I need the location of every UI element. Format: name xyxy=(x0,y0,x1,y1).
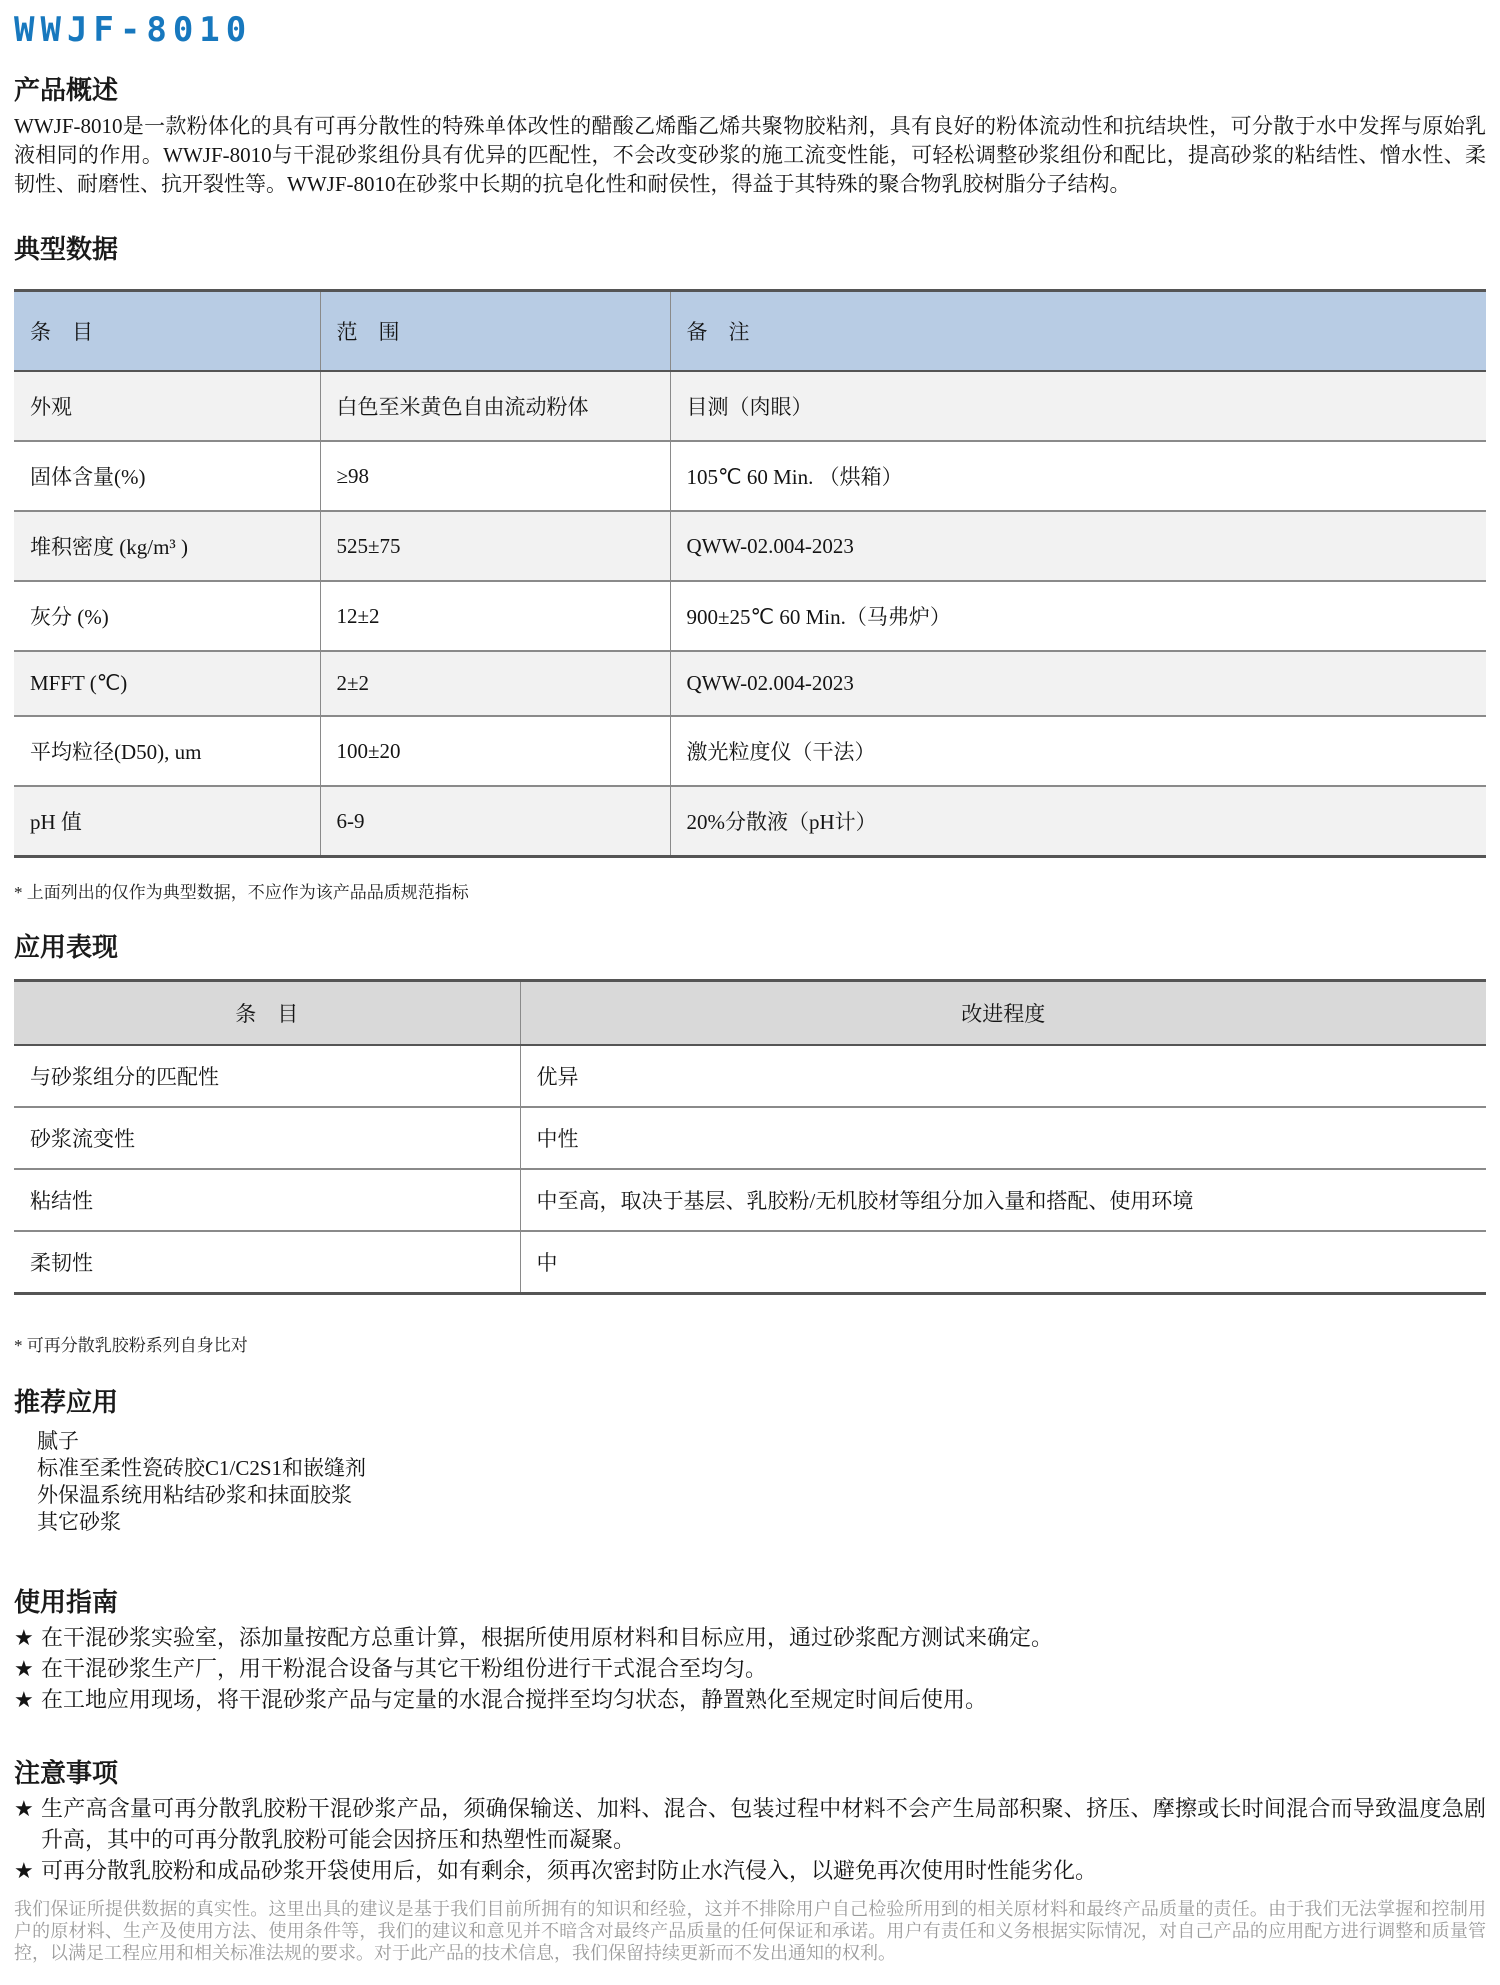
usage-bullets xyxy=(14,1622,1486,1715)
cell-improvement: 中性 xyxy=(520,1107,1486,1169)
cell-item: 与砂浆组分的匹配性 xyxy=(14,1045,520,1107)
list-item: 外保温系统用粘结砂浆和抹面胶浆 xyxy=(37,1483,352,1507)
typical-data-table xyxy=(14,289,1486,858)
table-row xyxy=(14,441,1486,511)
column-header-improvement: 改进程度 xyxy=(520,981,1486,1046)
table-row xyxy=(14,786,1486,857)
cell-range: 白色至米黄色自由流动粉体 xyxy=(320,371,670,441)
cell-remark: QWW-02.004-2023 xyxy=(670,511,1486,581)
table-header-row xyxy=(14,981,1486,1046)
disclaimer-text: 我们保证所提供数据的真实性。这里出具的建议是基于我们目前所拥有的知识和经验，这并不排除用户自己检验所用到的相关原材料和最终产品质量的责任。由于我们无法掌握和控制用户的原材料、生产及使用方法、使用条件等，我们的建议和意见并不暗含对最终产品质量的任何保证和承诺。用户有责任和义务根据实际情况，对自己产品的应用配方进行调整和质量管控，以满足工程应用和相关标准法规的要求。对于此产品的技术信息，我们保留持续更新而不发出通知的权利。 xyxy=(14,1899,1486,1963)
typical-data-footnote: * 上面列出的仅作为典型数据，不应作为该产品品质规范指标 xyxy=(14,883,469,902)
table-row xyxy=(14,371,1486,441)
bullet-text: 生产高含量可再分散乳胶粉干混砂浆产品，须确保输送、加料、混合、包装过程中材料不会产生局部积聚、挤压、摩擦或长时间混合而导致温度急剧升高，其中的可再分散乳胶粉可能会因挤压和热塑性而凝聚。 xyxy=(41,1796,1486,1852)
recommended-list xyxy=(14,1428,1486,1536)
column-header-item: 条 目 xyxy=(14,981,520,1046)
star-bullet-icon: ★ xyxy=(14,1796,34,1821)
cell-range: 12±2 xyxy=(320,581,670,651)
cell-remark: 900±25℃ 60 Min.（马弗炉） xyxy=(670,581,1486,651)
application-table xyxy=(14,979,1486,1295)
bullet-text: 在干混砂浆实验室，添加量按配方总重计算，根据所使用原材料和目标应用，通过砂浆配方测试来确定。 xyxy=(41,1625,1054,1650)
overview-paragraph: WWJF-8010是一款粉体化的具有可再分散性的特殊单体改性的醋酸乙烯酯乙烯共聚物胶粘剂，具有良好的粉体流动性和抗结块性，可分散于水中发挥与原始乳液相同的作用。WWJF-8010与干混砂浆组份具有优异的匹配性，不会改变砂浆的施工流变性能，可轻松调整砂浆组份和配比，提高砂浆的粘结性、憎水性、柔韧性、耐磨性、抗开裂性等。WWJF-8010在砂浆中长期的抗皂化性和耐侯性，得益于其特殊的聚合物乳胶树脂分子结构。 xyxy=(14,114,1486,196)
section-overview xyxy=(14,76,1486,199)
cell-item: MFFT (℃) xyxy=(14,651,320,716)
typical-data-heading: 典型数据 xyxy=(14,234,119,264)
table-row xyxy=(14,1107,1486,1169)
cell-item: 粘结性 xyxy=(14,1169,520,1231)
list-item: 其它砂浆 xyxy=(37,1510,121,1534)
star-bullet-icon: ★ xyxy=(14,1858,34,1883)
star-bullet-icon: ★ xyxy=(14,1687,34,1712)
cell-item: 外观 xyxy=(14,371,320,441)
list-item: 标准至柔性瓷砖胶C1/C2S1和嵌缝剂 xyxy=(37,1456,367,1480)
bullet-item xyxy=(14,1653,1486,1684)
notes-heading: 注意事项 xyxy=(14,1758,119,1788)
table-row xyxy=(14,1045,1486,1107)
bullet-item xyxy=(14,1793,1486,1855)
notes-bullets xyxy=(14,1793,1486,1886)
cell-improvement: 中至高，取决于基层、乳胶粉/无机胶材等组分加入量和搭配、使用环境 xyxy=(520,1169,1486,1231)
bullet-item xyxy=(14,1684,1486,1715)
bullet-text: 可再分散乳胶粉和成品砂浆开袋使用后，如有剩余，须再次密封防止水汽侵入，以避免再次使用时性能劣化。 xyxy=(41,1858,1098,1883)
star-bullet-icon: ★ xyxy=(14,1625,34,1650)
application-heading: 应用表现 xyxy=(14,932,119,962)
bullet-text: 在工地应用现场，将干混砂浆产品与定量的水混合搅拌至均匀状态，静置熟化至规定时间后使用。 xyxy=(41,1687,988,1712)
table-header-row xyxy=(14,291,1486,372)
table-row xyxy=(14,651,1486,716)
list-item: 腻子 xyxy=(37,1429,79,1453)
cell-item: 固体含量(%) xyxy=(14,441,320,511)
cell-range: 6-9 xyxy=(320,786,670,857)
cell-item: 灰分 (%) xyxy=(14,581,320,651)
cell-remark: 目测（肉眼） xyxy=(670,371,1486,441)
section-usage xyxy=(14,1588,1486,1715)
cell-item: 堆积密度 (kg/m³ ) xyxy=(14,511,320,581)
usage-heading: 使用指南 xyxy=(14,1587,119,1617)
recommended-heading: 推荐应用 xyxy=(14,1387,119,1417)
table-row xyxy=(14,511,1486,581)
cell-range: 2±2 xyxy=(320,651,670,716)
bullet-item xyxy=(14,1622,1486,1653)
star-bullet-icon: ★ xyxy=(14,1656,34,1681)
bullet-text: 在干混砂浆生产厂，用干粉混合设备与其它干粉组份进行干式混合至均匀。 xyxy=(41,1656,768,1681)
overview-heading: 产品概述 xyxy=(14,75,119,105)
section-notes xyxy=(14,1759,1486,1886)
cell-remark: 激光粒度仪（干法） xyxy=(670,716,1486,786)
table-row xyxy=(14,1169,1486,1231)
cell-improvement: 优异 xyxy=(520,1045,1486,1107)
cell-remark: QWW-02.004-2023 xyxy=(670,651,1486,716)
cell-range: ≥98 xyxy=(320,441,670,511)
column-header-range: 范 围 xyxy=(320,291,670,372)
column-header-remark: 备 注 xyxy=(670,291,1486,372)
cell-item: 平均粒径(D50), um xyxy=(14,716,320,786)
section-recommended xyxy=(14,1388,1486,1536)
table-row xyxy=(14,1231,1486,1294)
cell-remark: 105℃ 60 Min. （烘箱） xyxy=(670,441,1486,511)
table-row xyxy=(14,716,1486,786)
application-footnote: * 可再分散乳胶粉系列自身比对 xyxy=(14,1336,248,1355)
cell-item: 柔韧性 xyxy=(14,1231,520,1294)
cell-improvement: 中 xyxy=(520,1231,1486,1294)
cell-item: 砂浆流变性 xyxy=(14,1107,520,1169)
cell-range: 100±20 xyxy=(320,716,670,786)
bullet-item xyxy=(14,1855,1486,1886)
table-row xyxy=(14,581,1486,651)
section-application xyxy=(14,933,1486,1356)
cell-remark: 20%分散液（pH计） xyxy=(670,786,1486,857)
section-typical-data xyxy=(14,235,1486,903)
cell-range: 525±75 xyxy=(320,511,670,581)
cell-item: pH 值 xyxy=(14,786,320,857)
column-header-item: 条 目 xyxy=(14,291,320,372)
page-title: WWJF-8010 xyxy=(14,10,253,50)
